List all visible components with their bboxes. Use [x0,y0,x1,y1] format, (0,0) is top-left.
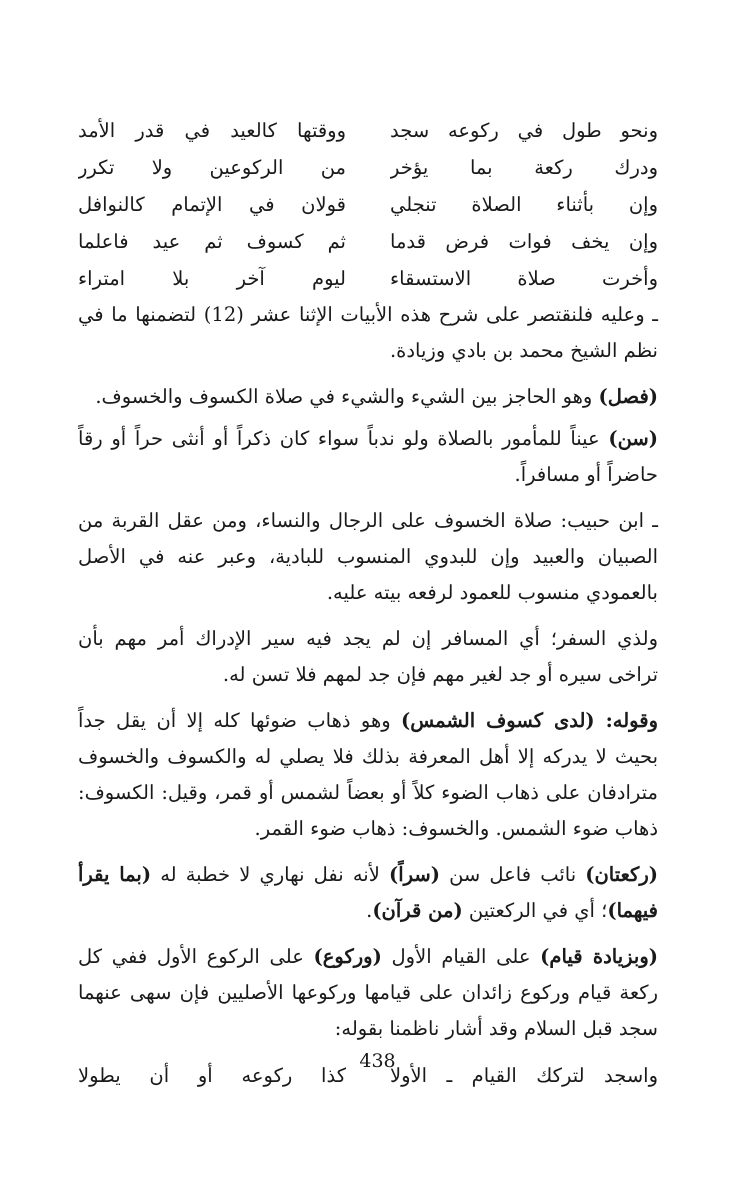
verse-left-hemistich: ووقتها كالعيد في قدر الأمد [78,119,346,142]
verse-left-hemistich: ليوم آخر بلا امتراء [78,267,346,290]
bold-term: (بما يقرأ فيهما) [78,863,658,922]
bold-term: (فصل) [598,385,658,408]
verse-left-hemistich: كذا ركوعه أو أن يطولا [78,1064,346,1087]
paragraph-sunna [78,421,658,493]
verse-right-hemistich: وأخرت صلاة الاستسقاء [390,267,658,290]
verse-row [78,260,658,297]
verse-block [78,112,658,297]
verse-row [78,112,658,149]
paragraph-intro: ـ وعليه فلنقتصر على شرح هذه الأبيات الإثنا عشر (12) لتضمنها ما في نظم الشيخ محمد بن بادي وزيادة. [78,303,658,362]
verse-right-hemistich: ونحو طول في ركوعه سجد [390,119,658,142]
paragraph-text: على القيام الأول [381,945,541,968]
paragraph-text: عيناً للمأمور بالصلاة ولو ندباً سواء كان ذكراً أو أنثى حراً أو رقاً حاضراً أو مسافراً. [78,427,658,486]
bold-term: (سراً) [388,863,440,886]
bold-term: (وبزيادة قيام) [540,945,658,968]
bold-term: (ركعتان) [585,863,658,886]
paragraph-text: نائب فاعل سن [439,863,586,886]
verse-right-hemistich: وإن بأثناء الصلاة تنجلي [390,193,658,216]
paragraph-text: وهو الحاجز بين الشيء والشيء في صلاة الكسوف والخسوف. [95,385,599,408]
bold-term: وقوله: (لدى كسوف الشمس) [401,709,658,732]
verse-row [78,149,658,186]
bold-term: (من قرآن) [372,899,463,922]
bold-term: (وركوع) [313,945,382,968]
page-number: 438 [359,1050,396,1072]
verse-right-hemistich: وإن يخف فوات فرض قدما [390,230,658,253]
verse-right-hemistich: واسجد لتركك القيام ـ الأولا [390,1064,658,1087]
verse-left-hemistich: قولان في الإتمام كالنوافل [78,193,346,216]
verse-row [78,223,658,260]
paragraph-ibn-habib: ـ ابن حبيب: صلاة الخسوف على الرجال والنساء، ومن عقل القربة من الصبيان والعبيد وإن للبدوي المنسوب للبادية، وعبر عنه في الأصل بالعمودي منسوب للعمود لرفعه بيته عليه. [78,509,658,604]
verse-left-hemistich: من الركوعين ولا تكرر [78,156,346,179]
paragraph-traveler: ولذي السفر؛ أي المسافر إن لم يجد فيه سير الإدراك أمر مهم بأن تراخى سيره أو جد لغير مهم فإن جد لمهم فلا تسن له. [78,627,658,686]
paragraph-text: ؛ أي في الركعتين [462,899,608,922]
paragraph-text: لأنه نفل نهاري لا خطبة له [151,863,389,886]
bold-term: (سن) [608,427,658,450]
paragraph-extra-standing [78,939,658,1047]
paragraph-two-rakas [78,857,658,929]
paragraph-text: على الركوع الأول ففي كل ركعة قيام وركوع زائدان على قيامها وركوعها الأصليين فإن سهى عنهما سجد قبل السلام وقد أشار ناظمنا بقوله: [78,945,658,1040]
verse-left-hemistich: ثم كسوف ثم عيد فاعلما [78,230,346,253]
paragraph-text: . [366,899,373,922]
text-block [78,112,658,1094]
verse-row [78,186,658,223]
paragraph-text: وهو ذهاب ضوئها كله إلا أن يقل جداً بحيث لا يدركه إلا أهل المعرفة بذلك فلا يصلي له والكسوف والخسوف مترادفان على ذهاب الضوء كلاً أو بعضاً لشمس أو قمر، وقيل: الكسوف: ذهاب ضوء الشمس. والخسوف: ذهاب ضوء القمر. [78,709,658,840]
paragraph-fasl [78,379,658,415]
paragraph-eclipse [78,703,658,847]
verse-right-hemistich: ودرك ركعة بما يؤخر [390,156,658,179]
